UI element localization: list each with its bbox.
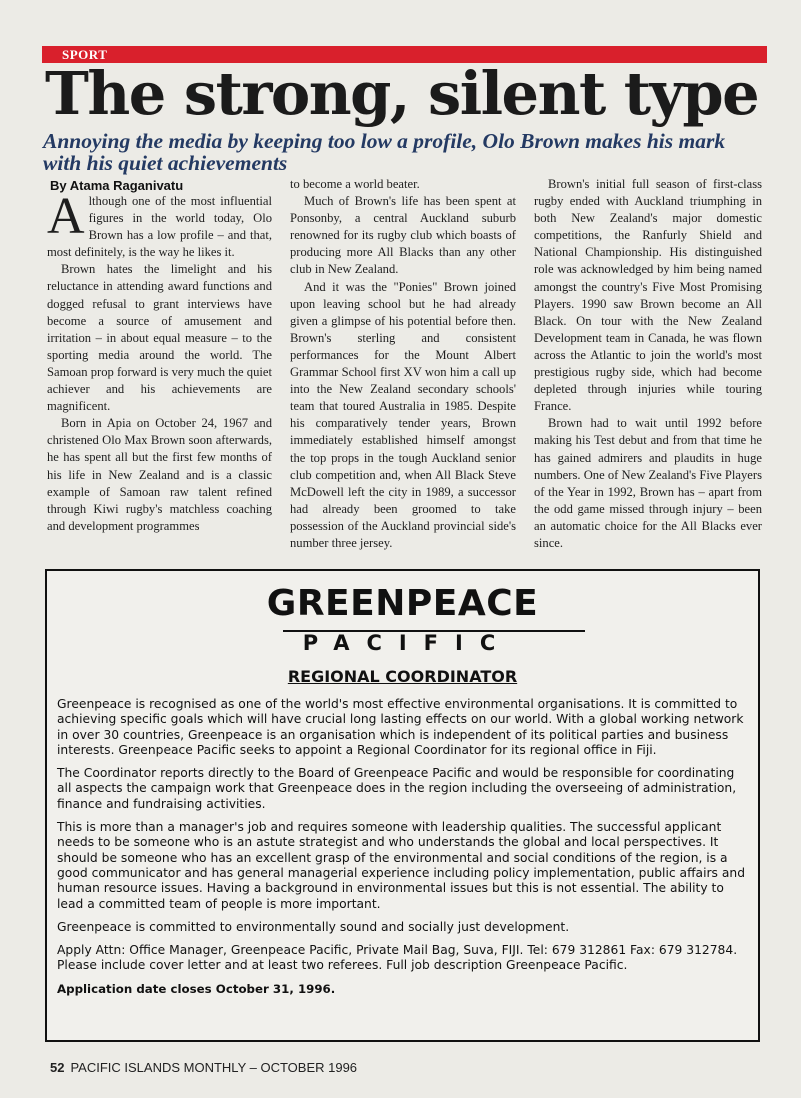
section-label: SPORT: [62, 47, 108, 62]
article-column-1: [47, 188, 272, 535]
page-number: 52: [50, 1060, 65, 1075]
article-paragraph: Although one of the most influential figures in the world today, Olo Brown has a low profile – and that, most definitely, is the way he likes it.: [47, 188, 272, 260]
headline: The strong, silent type: [45, 59, 759, 128]
ad-role-title: REGIONAL COORDINATOR: [287, 667, 518, 686]
standfirst: Annoying the media by keeping too low a profile, Olo Brown makes his mark with his quiet achievements: [43, 129, 726, 175]
ad-paragraph: Greenpeace is committed to environmentally sound and socially just development.: [57, 919, 570, 934]
article-column-3: [534, 176, 762, 552]
ad-region: PACIFIC: [302, 631, 513, 655]
article-paragraph: Brown had to wait until 1992 before making his Test debut and from that time he has gained admirers and plaudits in huge numbers. One of New Zealand's Five Players of the Year in 1992, Brown has – apart from the odd game missed through injury – been an automatic choice for the All Blacks ever since.: [534, 416, 762, 550]
ad-organisation-name: GREENPEACE: [266, 583, 539, 624]
drop-cap: A: [47, 188, 85, 245]
ad-paragraph: This is more than a manager's job and requires someone with leadership qualities. The successful applicant needs to be someone who is an astute strategist and who understands the global and local perspectives. It should be someone who has an excellent grasp of the environmental and social conditions of the region, is a good communicator and has general managerial experience including policy implementation, public affairs and human resource issues. Having a background in environmental issues but this is not essential. The ability to lead a committed team of people is more important.: [57, 820, 746, 911]
page-footer: [50, 1060, 357, 1075]
ad-paragraph: The Coordinator reports directly to the Board of Greenpeace Pacific and would be responsible for coordinating all aspects the campaign work that Greenpeace does in the region including the overseeing of administration, finance and fundraising activities.: [57, 766, 737, 811]
ad-body: [57, 697, 750, 1005]
publication-line: PACIFIC ISLANDS MONTHLY – OCTOBER 1996: [70, 1060, 358, 1075]
article-paragraph: Born in Apia on October 24, 1967 and christened Olo Max Brown soon afterwards, he has spent all but the first few months of his life in New Zealand and is a classic example of Samoan raw talent refined through Kiwi rugby's matchless coaching and development programmes: [47, 416, 272, 533]
article-paragraph: Brown hates the limelight and his reluctance in attending award functions and dogged refusal to grant interviews have become a source of amusement and irritation – in about equal measure – to the sporting media around the world. The Samoan prop forward is very much the quiet achiever and his achievements are magnificent.: [47, 262, 272, 414]
article-paragraph: And it was the "Ponies" Brown joined upon leaving school but he had already given a glimpse of his potential before then. Brown's sterling and consistent performances for the Mount Albert Grammar School first XV won him a call up into the New Zealand secondary schools' team that toured Australia in 1985. Despite his comparatively tender years, Brown immediately established himself amongst the top props in the tough Auckland senior club competition and, when All Black Steve McDowell left the city in 1989, a successor had already been groomed to take possession of the Auckland provincial side's number three jersey.: [290, 279, 516, 550]
byline: By Atama Raganivatu: [50, 178, 184, 193]
article-paragraph: Much of Brown's life has been spent at Ponsonby, a central Auckland suburb renowned for its rugby club which boasts of producing more All Blacks than any other club in New Zealand.: [290, 194, 516, 277]
job-advertisement: [45, 569, 760, 1042]
ad-paragraph: Apply Attn: Office Manager, Greenpeace Pacific, Private Mail Bag, Suva, FIJI. Tel: 679 312861 Fax: 679 312784. Please include cover letter and at least two referees. Full job description Greenpeace Pacific.: [57, 943, 738, 973]
ad-closing-date: Application date closes October 31, 1996.: [57, 981, 336, 996]
article-paragraph: Brown's initial full season of first-class rugby ended with Auckland triumphing in both New Zealand's major domestic competitions, the Ranfurly Shield and National Championship. His distinguished role was acknowledged by him being named amongst the country's Five Most Promising Players. 1990 saw Brown become an All Black. On tour with the New Zealand Development team in Canada, he was flown across the Atlantic to join the world's most prestigious rugby side, which had become depleted through injuries while touring France.: [534, 177, 762, 414]
ad-paragraph: Greenpeace is recognised as one of the world's most effective environmental organisations. It is committed to achieving specific goals which will have crucial long lasting effects on our world. With a global working network in over 30 countries, Greenpeace is an organisation which is independent of its political parties and business interests. Greenpeace Pacific seeks to appoint a Regional Coordinator for its regional office in Fiji.: [57, 697, 744, 757]
article-column-2: [290, 176, 516, 552]
article-paragraph: to become a world beater.: [290, 177, 420, 191]
